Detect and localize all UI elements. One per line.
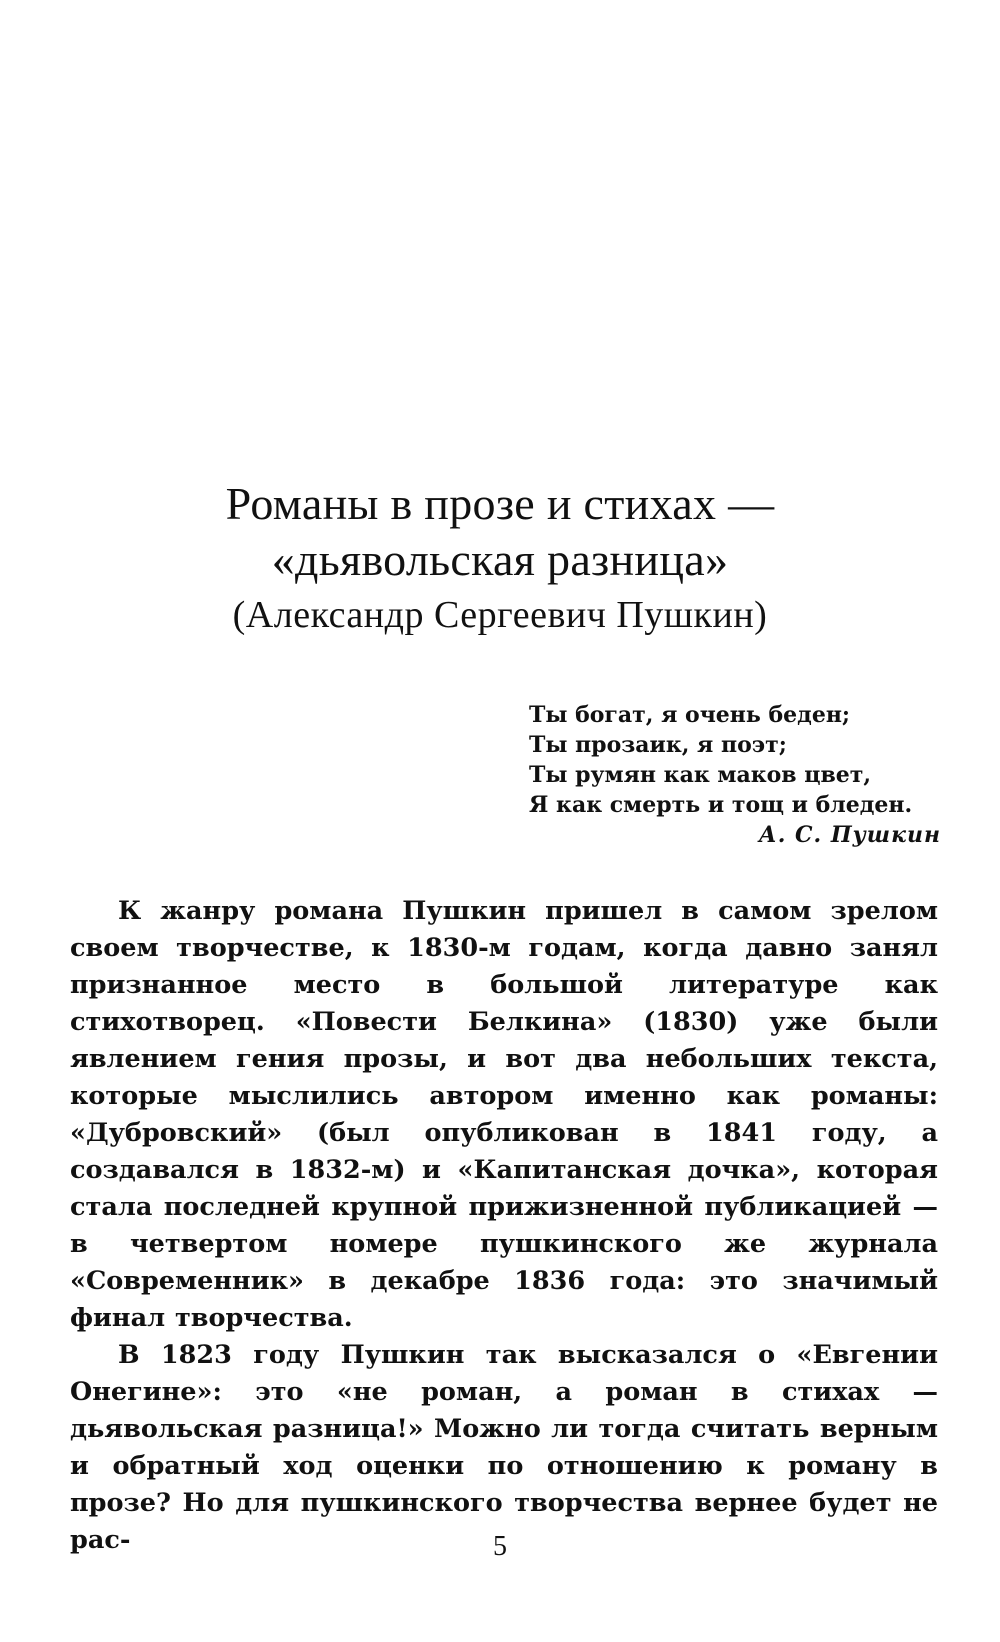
epigraph-line-3: Ты румян как маков цвет, — [529, 762, 872, 788]
epigraph — [529, 700, 941, 850]
chapter-title-block — [0, 476, 1000, 640]
chapter-subtitle: (Александр Сергеевич Пушкин) — [232, 594, 768, 636]
chapter-title-line-1: Романы в прозе и стихах — — [225, 478, 775, 529]
page-number: 5 — [493, 1531, 507, 1562]
epigraph-line-4: Я как смерть и тощ и бледен. — [529, 792, 913, 818]
paragraph-1: К жанру романа Пушкин пришел в самом зрелом своем творчестве, к 1830-м годам, когда давно занял признанное место в большой литературе как стихотворец. «Повести Белкина» (1830) уже были явлением гения прозы, и вот два небольших текста, которые мыслились автором именно как романы: «Дубровский» (был опубликован в 1841 году, а создавался в 1832-м) и «Капитанская дочка», которая стала последней крупной прижизненной публикацией — в четвертом номере пушкинского же журнала «Современник» в декабре 1836 года: это значимый финал творчества. — [70, 896, 938, 1333]
chapter-title-line-2: «дьявольская разница» — [271, 534, 729, 585]
epigraph-attribution: А. С. Пушкин — [758, 822, 941, 848]
epigraph-line-2: Ты прозаик, я поэт; — [529, 732, 787, 758]
body-text — [70, 893, 938, 1559]
paragraph-2: В 1823 году Пушкин так высказался о «Евгении Онегине»: это «не роман, а роман в стихах — дьявольская разница!» Можно ли тогда считать верным и обратный ход оценки по отношению к роману в прозе? Но для пушкинского творчества вернее будет не рас- — [70, 1340, 938, 1555]
epigraph-line-1: Ты богат, я очень беден; — [529, 702, 851, 728]
